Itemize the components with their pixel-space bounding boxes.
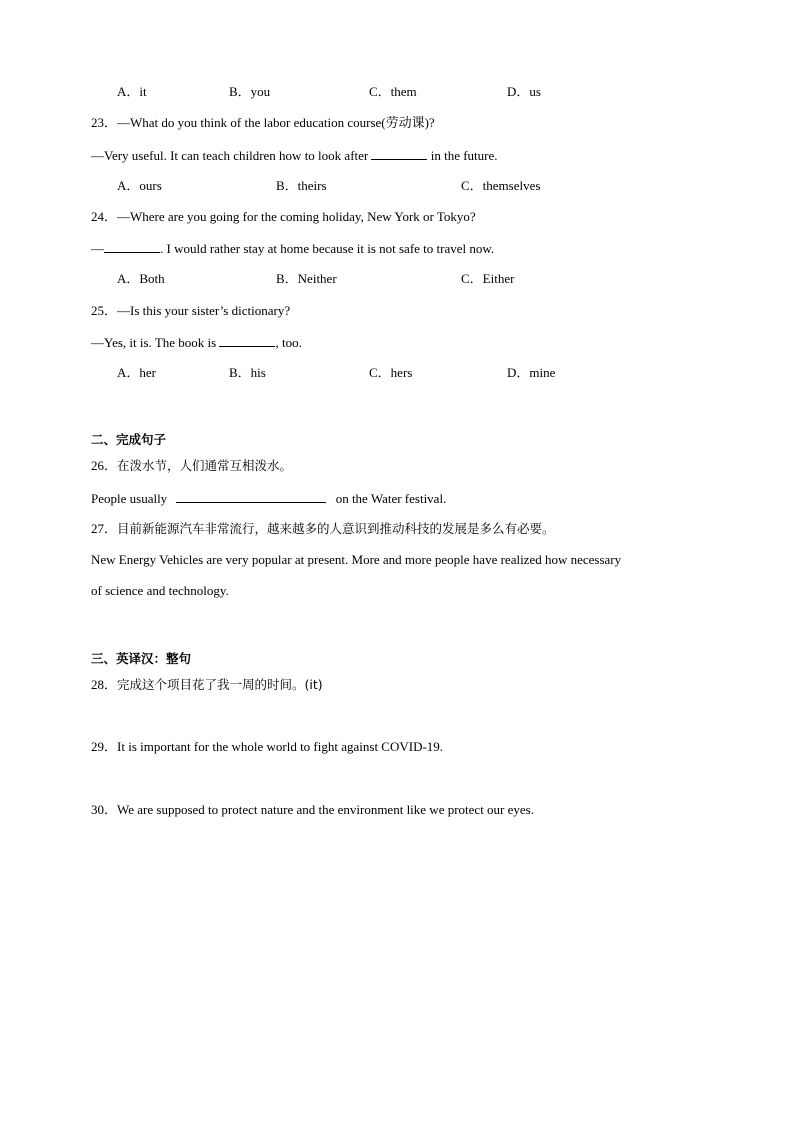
section-3-title: 三、英译汉：整句 <box>91 651 192 666</box>
question-number: 30． <box>91 802 118 817</box>
q27-chinese <box>91 520 794 538</box>
chinese-sentence: 在泼水节，人们通常互相泼水。 <box>117 458 293 473</box>
q25-option-a: A．her <box>117 365 156 380</box>
question-number: 23． <box>91 115 118 130</box>
q25-option-d: D．mine <box>507 365 556 380</box>
q30 <box>91 801 794 819</box>
q25-option-b: B．his <box>229 365 266 380</box>
q23-option-c: C．themselves <box>461 178 541 193</box>
q29 <box>91 738 794 756</box>
q25-answer: —Yes, it is. The book is , too. <box>91 335 302 350</box>
q23-question <box>91 114 794 132</box>
q24-option-c: C．Either <box>461 271 515 286</box>
q28 <box>91 676 794 694</box>
q22-option-b: B．you <box>229 84 271 99</box>
q25-options <box>0 364 794 382</box>
q24-answer: — . I would rather stay at home because it is not safe to travel now. <box>91 241 495 256</box>
q24-option-a: A．Both <box>117 271 165 286</box>
answer-blank <box>176 489 326 503</box>
question-number: 28． <box>91 677 118 692</box>
q22-option-a: A．it <box>117 84 147 99</box>
question-number: 29． <box>91 739 118 754</box>
q23-option-b: B．theirs <box>276 178 327 193</box>
question-text: We are supposed to protect nature and the environment like we protect our eyes. <box>117 802 534 817</box>
question-text: —What do you think of the labor education course(劳动课)? <box>117 115 435 130</box>
q24-options <box>0 270 794 288</box>
question-number: 24． <box>91 209 118 224</box>
question-text: —Where are you going for the coming holiday, New York or Tokyo? <box>117 209 476 224</box>
q23-answer: —Very useful. It can teach children how to look after in the future. <box>91 148 498 163</box>
q22-option-c: C．them <box>369 84 417 99</box>
q27-english-line-2: of science and technology. <box>91 583 229 598</box>
q22-option-d: D．us <box>507 84 541 99</box>
section-2-title: 二、完成句子 <box>91 432 167 447</box>
q25-option-c: C．hers <box>369 365 413 380</box>
q24-option-b: B．Neither <box>276 271 337 286</box>
q26-chinese <box>91 457 794 475</box>
answer-blank <box>219 333 275 347</box>
chinese-sentence: 目前新能源汽车非常流行，越来越多的人意识到推动科技的发展是多么有必要。 <box>117 521 555 536</box>
q24-question <box>91 208 794 226</box>
question-number: 26． <box>91 458 118 473</box>
q23-option-a: A．ours <box>117 178 162 193</box>
question-number: 27． <box>91 521 118 536</box>
q23-options <box>0 177 794 195</box>
q22-options <box>0 83 794 101</box>
question-text: 完成这个项目花了我一周的时间。(it) <box>117 677 323 692</box>
question-number: 25． <box>91 303 118 318</box>
q27-english-line-1: New Energy Vehicles are very popular at present. More and more people have realized how necessary <box>91 552 622 567</box>
q25-question <box>91 302 794 320</box>
answer-blank <box>371 146 427 160</box>
q26-english: People usually on the Water festival. <box>91 491 447 506</box>
question-text: It is important for the whole world to fight against COVID-19. <box>117 739 444 754</box>
question-text: —Is this your sister’s dictionary? <box>117 303 291 318</box>
answer-blank <box>104 239 160 253</box>
